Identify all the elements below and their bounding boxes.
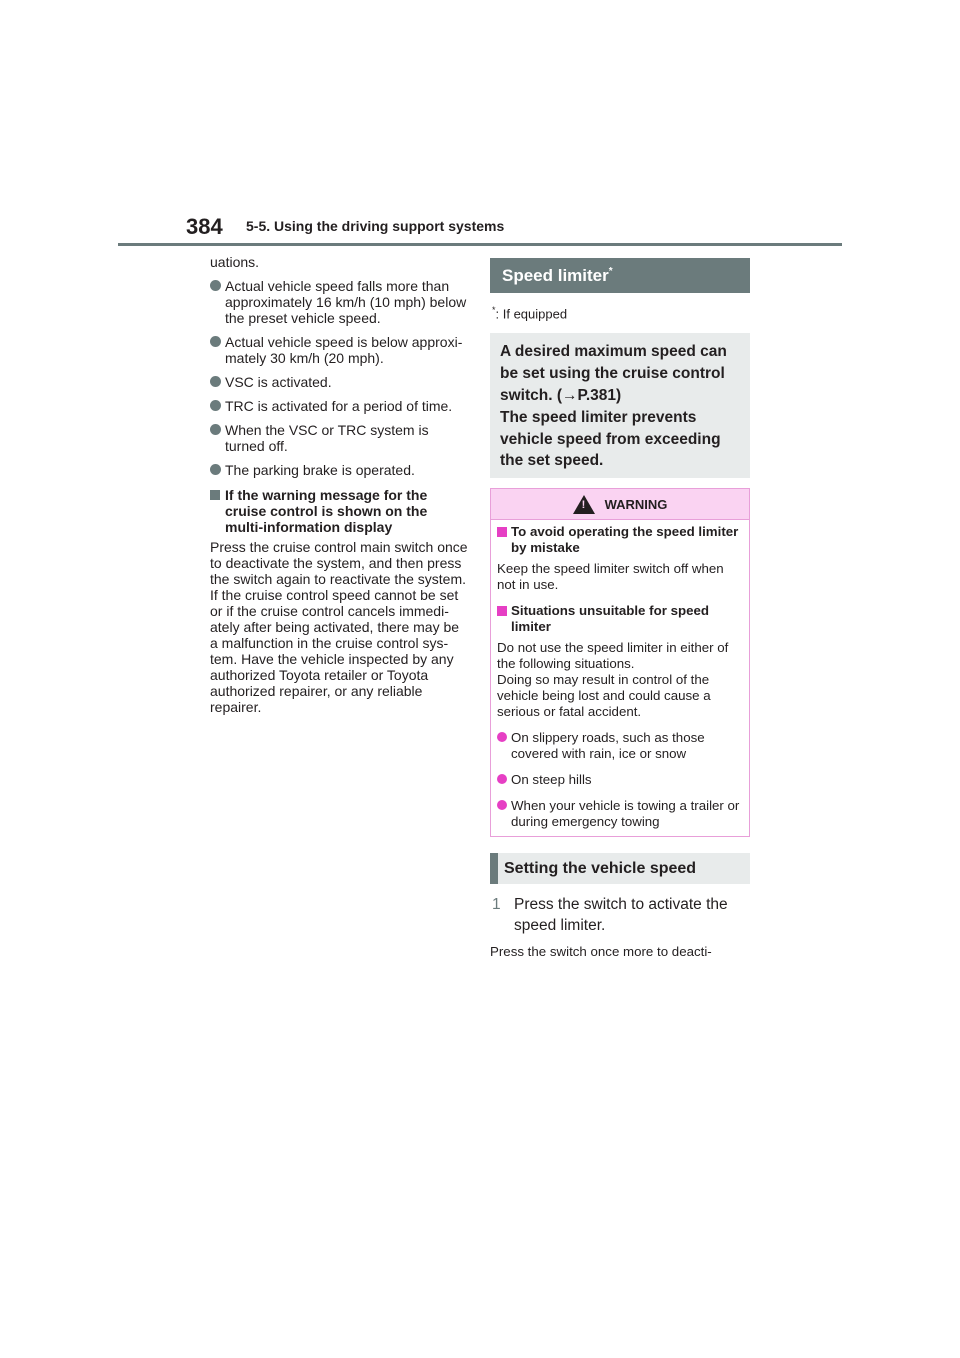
step-number: 1 xyxy=(492,896,501,914)
summary-text: The speed limiter prevents vehicle speed from exceeding the set speed. xyxy=(500,408,721,470)
bullet-list xyxy=(210,278,468,478)
step-text: Press the switch to activate the speed limiter. xyxy=(514,896,728,935)
summary-box xyxy=(490,333,750,478)
paragraph: If the cruise control speed cannot be set or if the cruise control cancels immedi-ately after being activated, there may be a malfunction in the cruise control sys-tem. Have the vehicle inspected by any authorized Toyota retailer or Toyota authorized repairer, or any reliable repairer. xyxy=(210,587,460,715)
subheading: If the warning message for the cruise control is shown on the multi-information display xyxy=(210,487,468,535)
summary-text: A desired maximum speed can be set using the cruise control switch. (→P.381) xyxy=(500,343,727,404)
warning-label: WARNING xyxy=(604,496,668,512)
page-number: 384 xyxy=(186,214,223,239)
bullet-icon xyxy=(210,280,221,291)
list-item: Actual vehicle speed is below approxi-mately 30 km/h (20 mph). xyxy=(210,334,468,366)
step-note: Press the switch once more to deacti- xyxy=(490,944,712,960)
left-column xyxy=(210,254,468,715)
square-marker-icon xyxy=(210,490,220,500)
list-item: Actual vehicle speed falls more than approximately 16 km/h (10 mph) below the preset vehicle speed. xyxy=(210,278,468,326)
section-title: 5-5. Using the driving support systems xyxy=(246,218,505,234)
setting-speed-heading: Setting the vehicle speed xyxy=(490,853,750,884)
warning-subheading: Situations unsuitable for speed limiter xyxy=(497,603,743,635)
warning-body xyxy=(491,520,749,836)
list-item: On slippery roads, such as those covered with rain, ice or snow xyxy=(497,730,743,762)
bullet-icon xyxy=(210,464,221,475)
warning-box xyxy=(490,488,750,837)
bullet-icon xyxy=(210,376,221,387)
warning-subheading: To avoid operating the speed limiter by mistake xyxy=(497,524,743,556)
speed-limiter-heading: Speed limiter * xyxy=(490,258,750,293)
list-item: On steep hills xyxy=(497,772,743,788)
page-header xyxy=(0,0,960,260)
list-item: When the VSC or TRC system is turned off. xyxy=(210,422,468,454)
list-item: TRC is activated for a period of time. xyxy=(210,398,468,414)
step-item xyxy=(490,894,750,936)
bullet-icon xyxy=(497,774,507,784)
warning-text: Doing so may result in control of the vehicle being lost and could cause a serious or fatal accident. xyxy=(497,672,711,720)
warning-triangle-icon: ! xyxy=(573,495,595,514)
bullet-icon xyxy=(210,424,221,435)
bullet-icon xyxy=(210,400,221,411)
warning-bullet-list xyxy=(497,730,743,830)
bullet-icon xyxy=(497,732,507,742)
paragraph: Press the cruise control main switch once to deactivate the system, and then press the switch again to reactivate the system. xyxy=(210,539,468,587)
list-item: VSC is activated. xyxy=(210,374,468,390)
footnote: *: If equipped xyxy=(492,305,568,322)
bullet-icon xyxy=(210,336,221,347)
list-item: The parking brake is operated. xyxy=(210,462,468,478)
warning-header xyxy=(491,489,749,520)
square-marker-icon xyxy=(497,606,507,616)
square-marker-icon xyxy=(497,527,507,537)
warning-text: Keep the speed limiter switch off when not in use. xyxy=(497,561,724,593)
right-column xyxy=(490,258,750,959)
list-item: When your vehicle is towing a trailer or during emergency towing xyxy=(497,798,743,830)
warning-text: Do not use the speed limiter in either of the following situations. xyxy=(497,640,729,672)
bullet-icon xyxy=(497,800,507,810)
continuation-text: uations. xyxy=(210,254,260,270)
header-rule xyxy=(118,243,842,246)
